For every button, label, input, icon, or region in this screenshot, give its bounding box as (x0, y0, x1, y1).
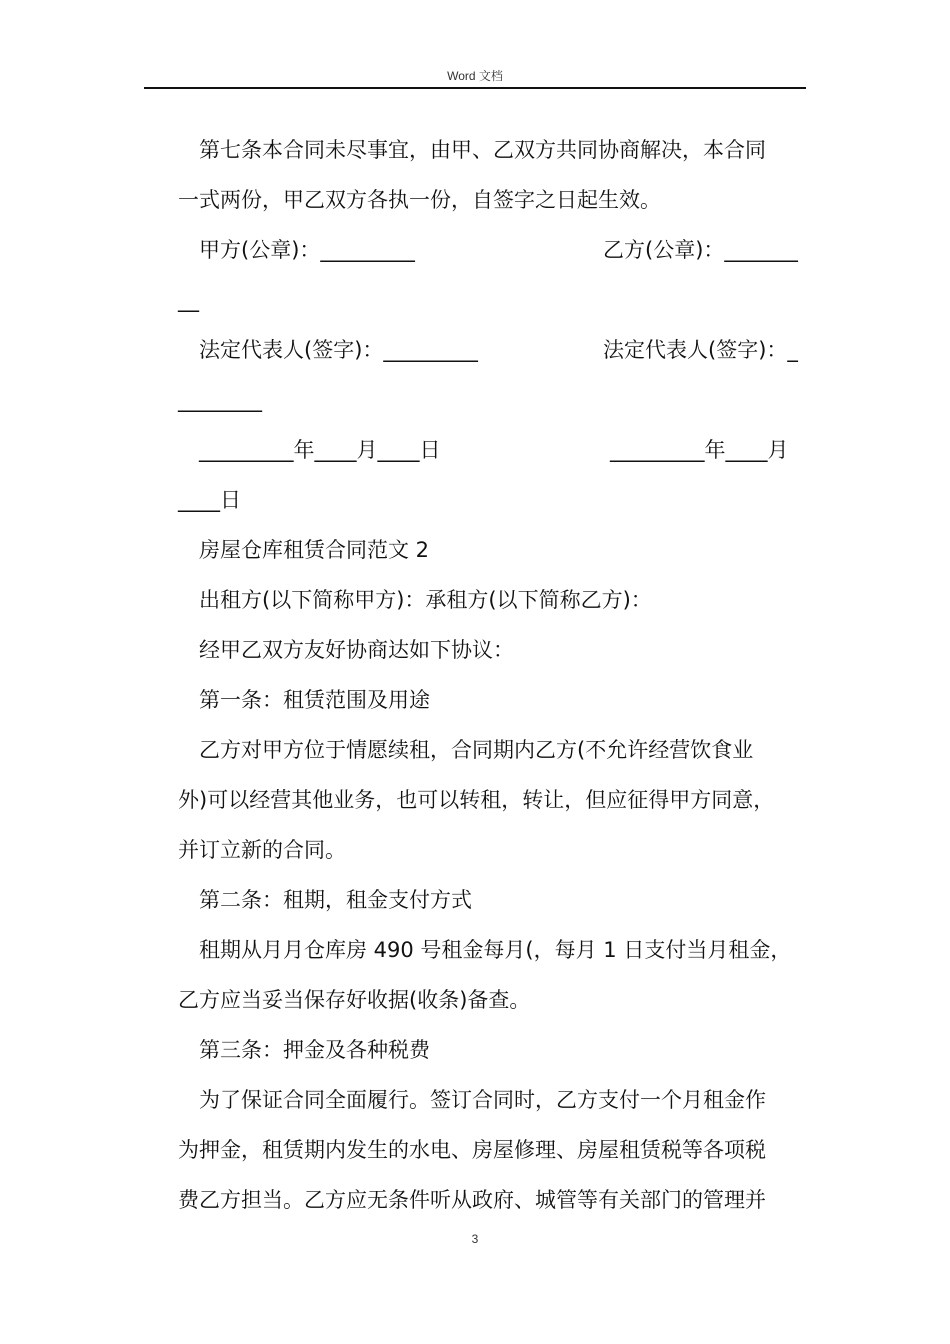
article-2-heading: 第二条：租期，租金支付方式 (199, 888, 472, 912)
party-b-date: _________年____月 (610, 438, 789, 462)
page-number: 3 (471, 1232, 479, 1246)
article-1-line-3: 并订立新的合同。 (178, 838, 346, 862)
article-1-heading: 第一条：租赁范围及用途 (199, 688, 430, 712)
agreement-intro: 经甲乙双方友好协商达如下协议： (199, 638, 514, 662)
party-b-seal: 乙方(公章)：_______ (603, 238, 798, 262)
party-b-representative-continued: ________ (178, 388, 262, 412)
article-1-line-1: 乙方对甲方位于情愿续租，合同期内乙方(不允许经营饮食业 (199, 738, 754, 762)
document-title: 房屋仓库租赁合同范文 2 (199, 538, 430, 562)
party-b-representative: 法定代表人(签字)：_ (603, 338, 798, 362)
party-b-seal-continued: __ (178, 288, 199, 312)
article-3-line-1: 为了保证合同全面履行。签订合同时，乙方支付一个月租金作 (199, 1088, 766, 1112)
article-7-line-1: 第七条本合同未尽事宜，由甲、乙双方共同协商解决，本合同 (199, 138, 766, 162)
article-2-line-2: 乙方应当妥当保存好收据(收条)备查。 (178, 988, 531, 1012)
party-a-representative: 法定代表人(签字)：_________ (199, 338, 478, 362)
party-a-date: _________年____月____日 (199, 438, 441, 462)
article-7-line-2: 一式两份，甲乙双方各执一份，自签字之日起生效。 (178, 188, 661, 212)
article-3-heading: 第三条：押金及各种税费 (199, 1038, 430, 1062)
article-3-line-3: 费乙方担当。乙方应无条件听从政府、城管等有关部门的管理并 (178, 1188, 766, 1212)
page-header: Word 文档 (447, 69, 503, 83)
article-3-line-2: 为押金，租赁期内发生的水电、房屋修理、房屋租赁税等各项税 (178, 1138, 766, 1162)
party-a-seal: 甲方(公章)：_________ (199, 238, 415, 262)
article-1-line-2: 外)可以经营其他业务，也可以转租，转让，但应征得甲方同意， (178, 788, 775, 812)
parties-line: 出租方(以下简称甲方)：承租方(以下简称乙方)： (199, 588, 652, 612)
header-divider (144, 87, 806, 89)
article-2-line-1: 租期从月月仓库房 490 号租金每月(，每月 1 日支付当月租金， (199, 938, 792, 962)
party-b-date-continued: ____日 (178, 488, 241, 512)
